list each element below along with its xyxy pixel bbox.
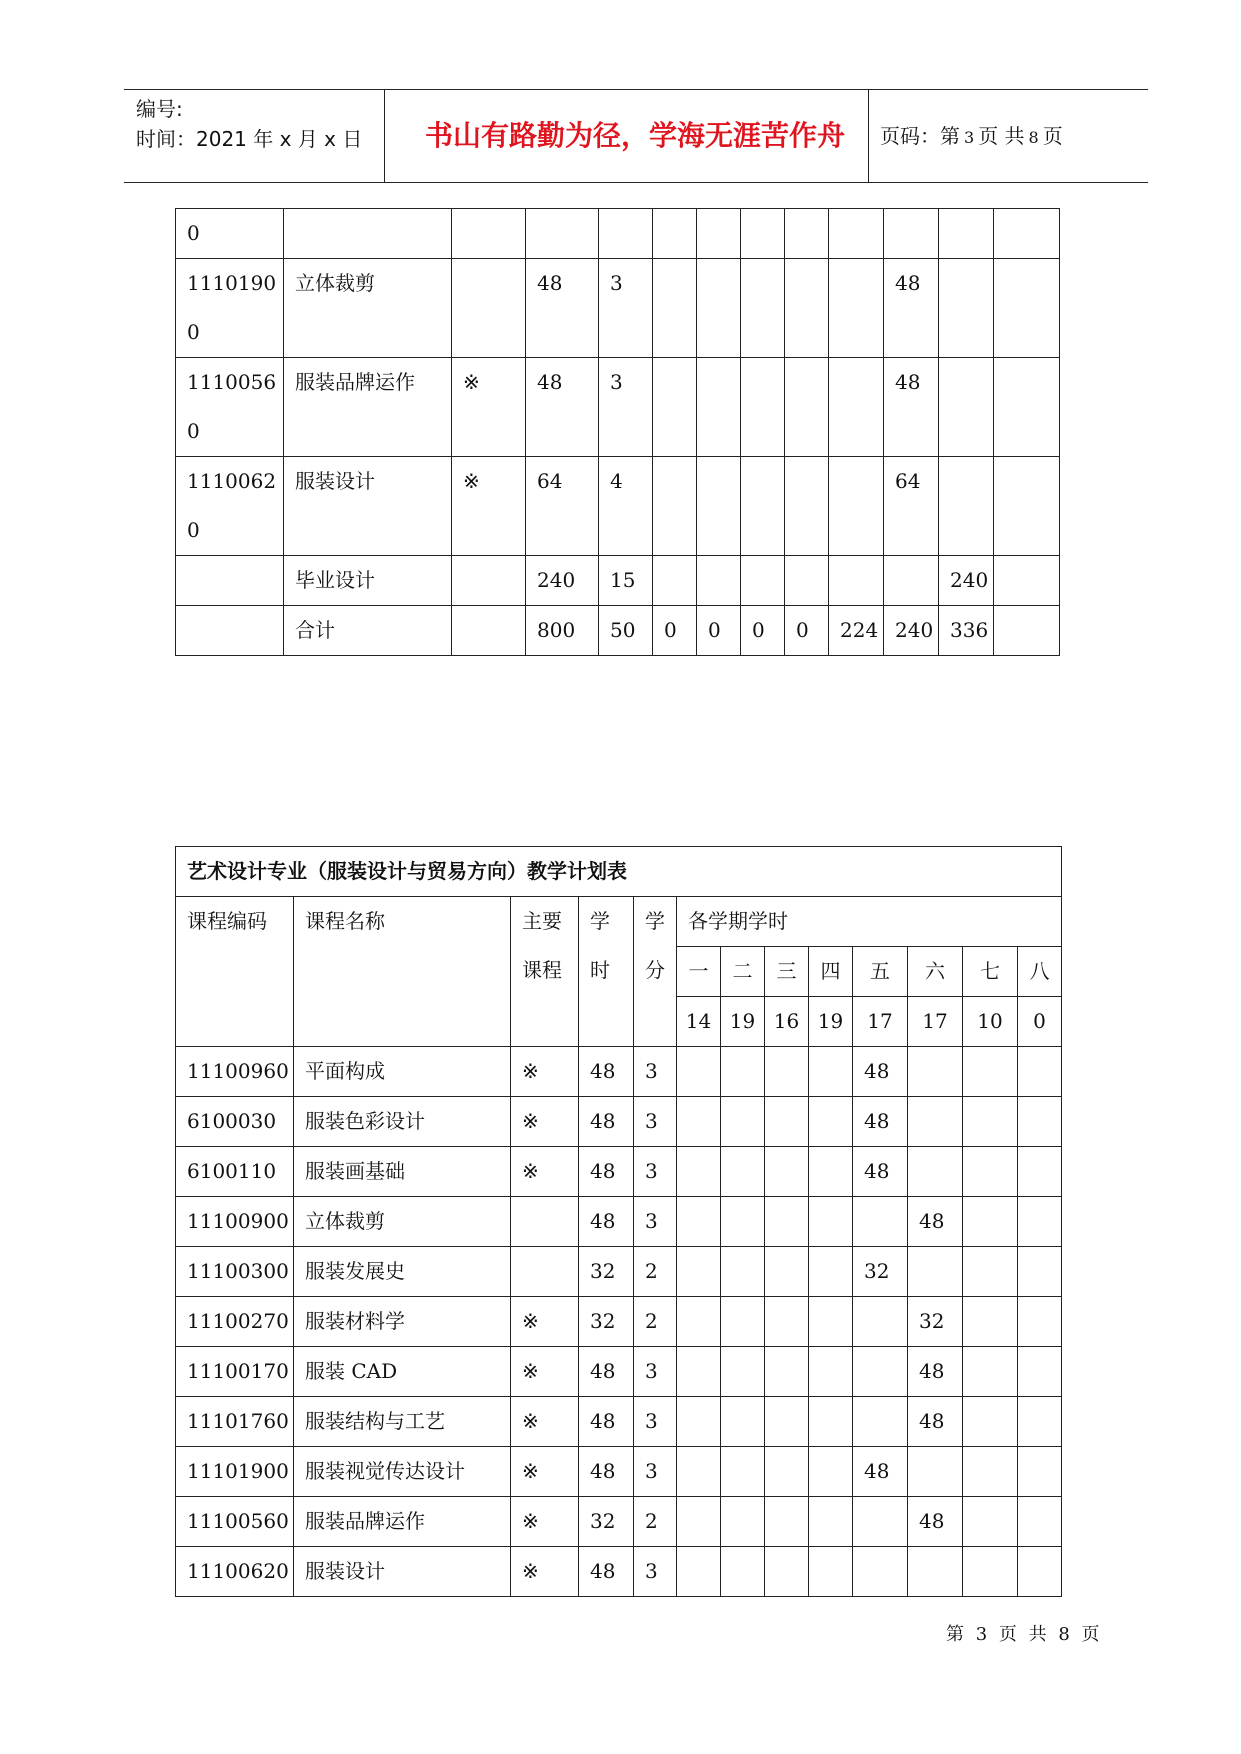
cell-name: 服装视觉传达设计 (294, 1447, 511, 1497)
page-mid: 页 共 (978, 124, 1025, 148)
cell-name: 立体裁剪 (294, 1197, 511, 1247)
semester-name: 五 (853, 947, 908, 997)
page-header (124, 89, 1148, 183)
cell-s2: 0 (697, 606, 741, 656)
table-title-row (176, 847, 1062, 897)
cell-s3 (741, 259, 785, 358)
cell-s2 (697, 457, 741, 556)
cell-code: 11100270 (176, 1297, 294, 1347)
cell-s7 (963, 1247, 1018, 1297)
cell-main: ※ (452, 457, 526, 556)
cell-hours: 48 (579, 1097, 634, 1147)
cell-code: 0 (176, 209, 284, 259)
cell-s2 (721, 1097, 765, 1147)
cell-s4 (809, 1497, 853, 1547)
cell-credits: 2 (634, 1297, 677, 1347)
cell-s7 (963, 1147, 1018, 1197)
cell-s7 (963, 1197, 1018, 1247)
table-row (176, 457, 1060, 556)
cell-s1 (677, 1347, 721, 1397)
cell-s4 (809, 1397, 853, 1447)
cell-s3 (765, 1247, 809, 1297)
cell-s5 (829, 358, 884, 457)
teaching-plan-table (175, 846, 1062, 1597)
cell-name: 合计 (284, 606, 452, 656)
cell-s6: 48 (908, 1497, 963, 1547)
cell-s4 (809, 1097, 853, 1147)
cell-s8 (1018, 1447, 1062, 1497)
header-semesters: 各学期学时 (677, 897, 1062, 947)
semester-weeks: 17 (853, 997, 908, 1047)
cell-s7 (939, 457, 994, 556)
cell-s6 (908, 1097, 963, 1147)
semester-name: 七 (963, 947, 1018, 997)
cell-s5 (829, 209, 884, 259)
cell-credits: 3 (634, 1197, 677, 1247)
cell-s5: 48 (853, 1097, 908, 1147)
cell-s8 (994, 259, 1060, 358)
cell-code: 6100030 (176, 1097, 294, 1147)
page-suffix: 页 (1042, 124, 1063, 148)
cell-s3 (741, 556, 785, 606)
cell-s8 (1018, 1497, 1062, 1547)
cell-main (511, 1197, 579, 1247)
cell-s6: 48 (884, 259, 939, 358)
semester-name: 六 (908, 947, 963, 997)
table-row (176, 1447, 1062, 1497)
table-row (176, 1047, 1062, 1097)
cell-name: 服装色彩设计 (294, 1097, 511, 1147)
cell-s4 (785, 209, 829, 259)
cell-credits: 3 (634, 1347, 677, 1397)
cell-name: 服装品牌运作 (294, 1497, 511, 1547)
cell-name: 服装发展史 (294, 1247, 511, 1297)
cell-s6: 48 (908, 1197, 963, 1247)
cell-s2 (721, 1247, 765, 1297)
cell-hours: 240 (526, 556, 599, 606)
cell-name: 服装品牌运作 (284, 358, 452, 457)
cell-s6 (908, 1247, 963, 1297)
cell-main: ※ (511, 1097, 579, 1147)
cell-s5: 224 (829, 606, 884, 656)
cell-s8 (994, 556, 1060, 606)
cell-s4 (809, 1447, 853, 1497)
page-prefix: 页码：第 (880, 124, 960, 148)
table-row (176, 606, 1060, 656)
cell-s4 (809, 1047, 853, 1097)
cell-main: ※ (511, 1347, 579, 1397)
header-credits-a: 学 (645, 909, 665, 933)
cell-s5 (829, 259, 884, 358)
semester-name: 二 (721, 947, 765, 997)
cell-s7 (963, 1547, 1018, 1597)
cell-s2 (721, 1497, 765, 1547)
table-row (176, 1347, 1062, 1397)
cell-s4 (785, 556, 829, 606)
cell-s8 (1018, 1147, 1062, 1197)
cell-s6 (884, 556, 939, 606)
cell-hours: 32 (579, 1497, 634, 1547)
cell-s2 (697, 556, 741, 606)
header-page-indicator (880, 90, 1063, 182)
cell-s3 (741, 358, 785, 457)
cell-s8 (1018, 1347, 1062, 1397)
cell-name (284, 209, 452, 259)
cell-name: 毕业设计 (284, 556, 452, 606)
cell-s5 (853, 1347, 908, 1397)
header-course-name: 课程名称 (294, 897, 511, 1047)
cell-s7 (963, 1047, 1018, 1097)
cell-s1 (677, 1547, 721, 1597)
cell-s7 (963, 1397, 1018, 1447)
cell-hours: 48 (526, 259, 599, 358)
cell-s1 (677, 1047, 721, 1097)
cell-credits: 3 (634, 1047, 677, 1097)
cell-s3: 0 (741, 606, 785, 656)
cell-main (452, 556, 526, 606)
semester-weeks: 19 (721, 997, 765, 1047)
cell-s7 (939, 209, 994, 259)
cell-s6 (908, 1547, 963, 1597)
cell-s6: 32 (908, 1297, 963, 1347)
cell-s3 (765, 1147, 809, 1197)
cell-s1 (653, 259, 697, 358)
cell-credits: 3 (634, 1447, 677, 1497)
page-number: 3 (964, 128, 975, 147)
header-meta (136, 94, 362, 154)
cell-hours: 48 (579, 1197, 634, 1247)
cell-s7: 336 (939, 606, 994, 656)
cell-s7 (963, 1097, 1018, 1147)
semester-name: 四 (809, 947, 853, 997)
table-row (176, 259, 1060, 358)
cell-s7 (939, 358, 994, 457)
cell-main: ※ (511, 1547, 579, 1597)
cell-s8 (1018, 1397, 1062, 1447)
cell-credits: 3 (634, 1097, 677, 1147)
cell-credits: 3 (599, 358, 653, 457)
cell-s6 (908, 1047, 963, 1097)
cell-s8 (994, 606, 1060, 656)
cell-code: 11101760 (176, 1397, 294, 1447)
semester-name: 八 (1018, 947, 1062, 997)
cell-name: 服装设计 (294, 1547, 511, 1597)
document-number-label: 编号: (136, 97, 183, 121)
semester-weeks: 10 (963, 997, 1018, 1047)
table-row (176, 1097, 1062, 1147)
cell-s3 (765, 1047, 809, 1097)
cell-s3 (741, 209, 785, 259)
semester-weeks: 16 (765, 997, 809, 1047)
cell-hours: 48 (579, 1147, 634, 1197)
cell-s7: 240 (939, 556, 994, 606)
cell-s1 (677, 1397, 721, 1447)
cell-s5: 48 (853, 1047, 908, 1097)
cell-s5 (853, 1297, 908, 1347)
cell-code: 11100300 (176, 1247, 294, 1297)
cell-code: 11101900 (176, 259, 284, 358)
cell-s6: 48 (884, 358, 939, 457)
table-row (176, 1147, 1062, 1197)
cell-main: ※ (511, 1147, 579, 1197)
table-row (176, 1247, 1062, 1297)
cell-s4 (785, 457, 829, 556)
semester-name: 一 (677, 947, 721, 997)
table-row (176, 1197, 1062, 1247)
cell-s6 (908, 1147, 963, 1197)
cell-code (176, 556, 284, 606)
cell-s5 (853, 1497, 908, 1547)
cell-s1 (677, 1497, 721, 1547)
cell-s2 (697, 209, 741, 259)
cell-hours: 48 (526, 358, 599, 457)
cell-main (452, 606, 526, 656)
cell-s8 (994, 209, 1060, 259)
header-divider (384, 90, 385, 182)
cell-s4: 0 (785, 606, 829, 656)
cell-s6 (908, 1447, 963, 1497)
cell-s3 (765, 1197, 809, 1247)
cell-s8 (1018, 1247, 1062, 1297)
cell-credits: 3 (599, 259, 653, 358)
cell-s1 (653, 358, 697, 457)
cell-s8 (994, 457, 1060, 556)
cell-credits: 3 (634, 1547, 677, 1597)
cell-main: ※ (511, 1497, 579, 1547)
semester-weeks: 17 (908, 997, 963, 1047)
cell-s5 (853, 1547, 908, 1597)
header-divider (868, 90, 869, 182)
cell-code: 11100560 (176, 1497, 294, 1547)
cell-s6: 48 (908, 1347, 963, 1397)
cell-main: ※ (511, 1397, 579, 1447)
cell-credits (599, 209, 653, 259)
cell-s1 (677, 1197, 721, 1247)
cell-name: 服装画基础 (294, 1147, 511, 1197)
cell-s2 (721, 1197, 765, 1247)
cell-credits: 2 (634, 1247, 677, 1297)
header-hours (579, 897, 634, 1047)
cell-hours: 64 (526, 457, 599, 556)
header-credits-b: 分 (645, 958, 665, 982)
cell-code: 6100110 (176, 1147, 294, 1197)
cell-credits: 50 (599, 606, 653, 656)
cell-s2 (721, 1297, 765, 1347)
table-row (176, 1497, 1062, 1547)
cell-s8 (1018, 1047, 1062, 1097)
cell-s2 (721, 1447, 765, 1497)
header-main-b: 课程 (522, 958, 562, 982)
semester-weeks: 19 (809, 997, 853, 1047)
cell-hours: 32 (579, 1297, 634, 1347)
cell-hours: 48 (579, 1397, 634, 1447)
cell-s3 (765, 1447, 809, 1497)
header-row (176, 897, 1062, 947)
cell-s7 (939, 259, 994, 358)
semester-name: 三 (765, 947, 809, 997)
cell-s4 (809, 1347, 853, 1397)
cell-name: 立体裁剪 (284, 259, 452, 358)
cell-hours: 800 (526, 606, 599, 656)
cell-s4 (785, 358, 829, 457)
semester-weeks: 0 (1018, 997, 1062, 1047)
cell-hours: 48 (579, 1047, 634, 1097)
semester-weeks: 14 (677, 997, 721, 1047)
header-main-a: 主要 (522, 909, 562, 933)
cell-main: ※ (452, 358, 526, 457)
cell-s5: 48 (853, 1147, 908, 1197)
table-row (176, 1547, 1062, 1597)
cell-s1 (653, 556, 697, 606)
cell-code: 11100960 (176, 1047, 294, 1097)
document-time-label: 时间：2021 年 x 月 x 日 (136, 127, 363, 151)
cell-name: 服装材料学 (294, 1297, 511, 1347)
cell-code: 11100900 (176, 1197, 294, 1247)
cell-s3 (741, 457, 785, 556)
cell-s4 (785, 259, 829, 358)
cell-s5 (853, 1197, 908, 1247)
header-main-course (511, 897, 579, 1047)
cell-code: 11100170 (176, 1347, 294, 1397)
cell-s3 (765, 1497, 809, 1547)
header-hours-b: 时 (590, 958, 610, 982)
cell-name: 平面构成 (294, 1047, 511, 1097)
cell-s8 (1018, 1197, 1062, 1247)
cell-s8 (1018, 1547, 1062, 1597)
cell-main: ※ (511, 1297, 579, 1347)
cell-s2 (721, 1397, 765, 1447)
header-motto: 书山有路勤为径，学海无涯苦作舟 (424, 119, 845, 152)
page-footer: 第 3 页 共 8 页 (946, 1624, 1100, 1645)
cell-main: ※ (511, 1447, 579, 1497)
cell-s4 (809, 1297, 853, 1347)
cell-s3 (765, 1397, 809, 1447)
cell-s5 (853, 1397, 908, 1447)
cell-s3 (765, 1097, 809, 1147)
cell-credits: 4 (599, 457, 653, 556)
cell-s7 (963, 1347, 1018, 1397)
cell-credits: 3 (634, 1147, 677, 1197)
cell-code: 11100560 (176, 358, 284, 457)
cell-main (511, 1247, 579, 1297)
plan-table-continuation (175, 208, 1060, 656)
cell-hours: 32 (579, 1247, 634, 1297)
cell-s1 (677, 1147, 721, 1197)
cell-name: 服装结构与工艺 (294, 1397, 511, 1447)
cell-s8 (1018, 1097, 1062, 1147)
cell-s2 (721, 1347, 765, 1397)
cell-s1 (653, 209, 697, 259)
table-row (176, 209, 1060, 259)
cell-hours: 48 (579, 1347, 634, 1397)
cell-name: 服装 CAD (294, 1347, 511, 1397)
cell-s5 (829, 457, 884, 556)
cell-s5 (829, 556, 884, 606)
cell-s4 (809, 1547, 853, 1597)
cell-s5: 32 (853, 1247, 908, 1297)
cell-s2 (697, 358, 741, 457)
cell-code: 11101900 (176, 1447, 294, 1497)
cell-s1: 0 (653, 606, 697, 656)
cell-hours (526, 209, 599, 259)
cell-main (452, 259, 526, 358)
cell-code (176, 606, 284, 656)
table-row (176, 358, 1060, 457)
cell-name: 服装设计 (284, 457, 452, 556)
header-hours-a: 学 (590, 909, 610, 933)
cell-main (452, 209, 526, 259)
cell-s3 (765, 1297, 809, 1347)
cell-credits: 3 (634, 1397, 677, 1447)
cell-hours: 48 (579, 1547, 634, 1597)
cell-s4 (809, 1197, 853, 1247)
table-row (176, 556, 1060, 606)
page-total: 8 (1028, 128, 1039, 147)
cell-s4 (809, 1247, 853, 1297)
cell-s3 (765, 1547, 809, 1597)
cell-s4 (809, 1147, 853, 1197)
cell-s2 (721, 1147, 765, 1197)
cell-credits: 15 (599, 556, 653, 606)
cell-s5: 48 (853, 1447, 908, 1497)
cell-main: ※ (511, 1047, 579, 1097)
table-row (176, 1297, 1062, 1347)
cell-s7 (963, 1447, 1018, 1497)
cell-s6 (884, 209, 939, 259)
cell-hours: 48 (579, 1447, 634, 1497)
cell-s3 (765, 1347, 809, 1397)
cell-s1 (677, 1447, 721, 1497)
cell-s8 (1018, 1297, 1062, 1347)
cell-s7 (963, 1297, 1018, 1347)
cell-s7 (963, 1497, 1018, 1547)
cell-s8 (994, 358, 1060, 457)
cell-s1 (677, 1247, 721, 1297)
cell-code: 11100620 (176, 457, 284, 556)
cell-code: 11100620 (176, 1547, 294, 1597)
cell-credits: 2 (634, 1497, 677, 1547)
cell-s1 (653, 457, 697, 556)
cell-s1 (677, 1297, 721, 1347)
cell-s6: 64 (884, 457, 939, 556)
header-course-code: 课程编码 (176, 897, 294, 1047)
table-title: 艺术设计专业（服装设计与贸易方向）教学计划表 (176, 847, 1062, 897)
table-row (176, 1397, 1062, 1447)
cell-s6: 48 (908, 1397, 963, 1447)
cell-s2 (697, 259, 741, 358)
cell-s1 (677, 1097, 721, 1147)
cell-s6: 240 (884, 606, 939, 656)
cell-s2 (721, 1047, 765, 1097)
header-credits (634, 897, 677, 1047)
cell-s2 (721, 1547, 765, 1597)
